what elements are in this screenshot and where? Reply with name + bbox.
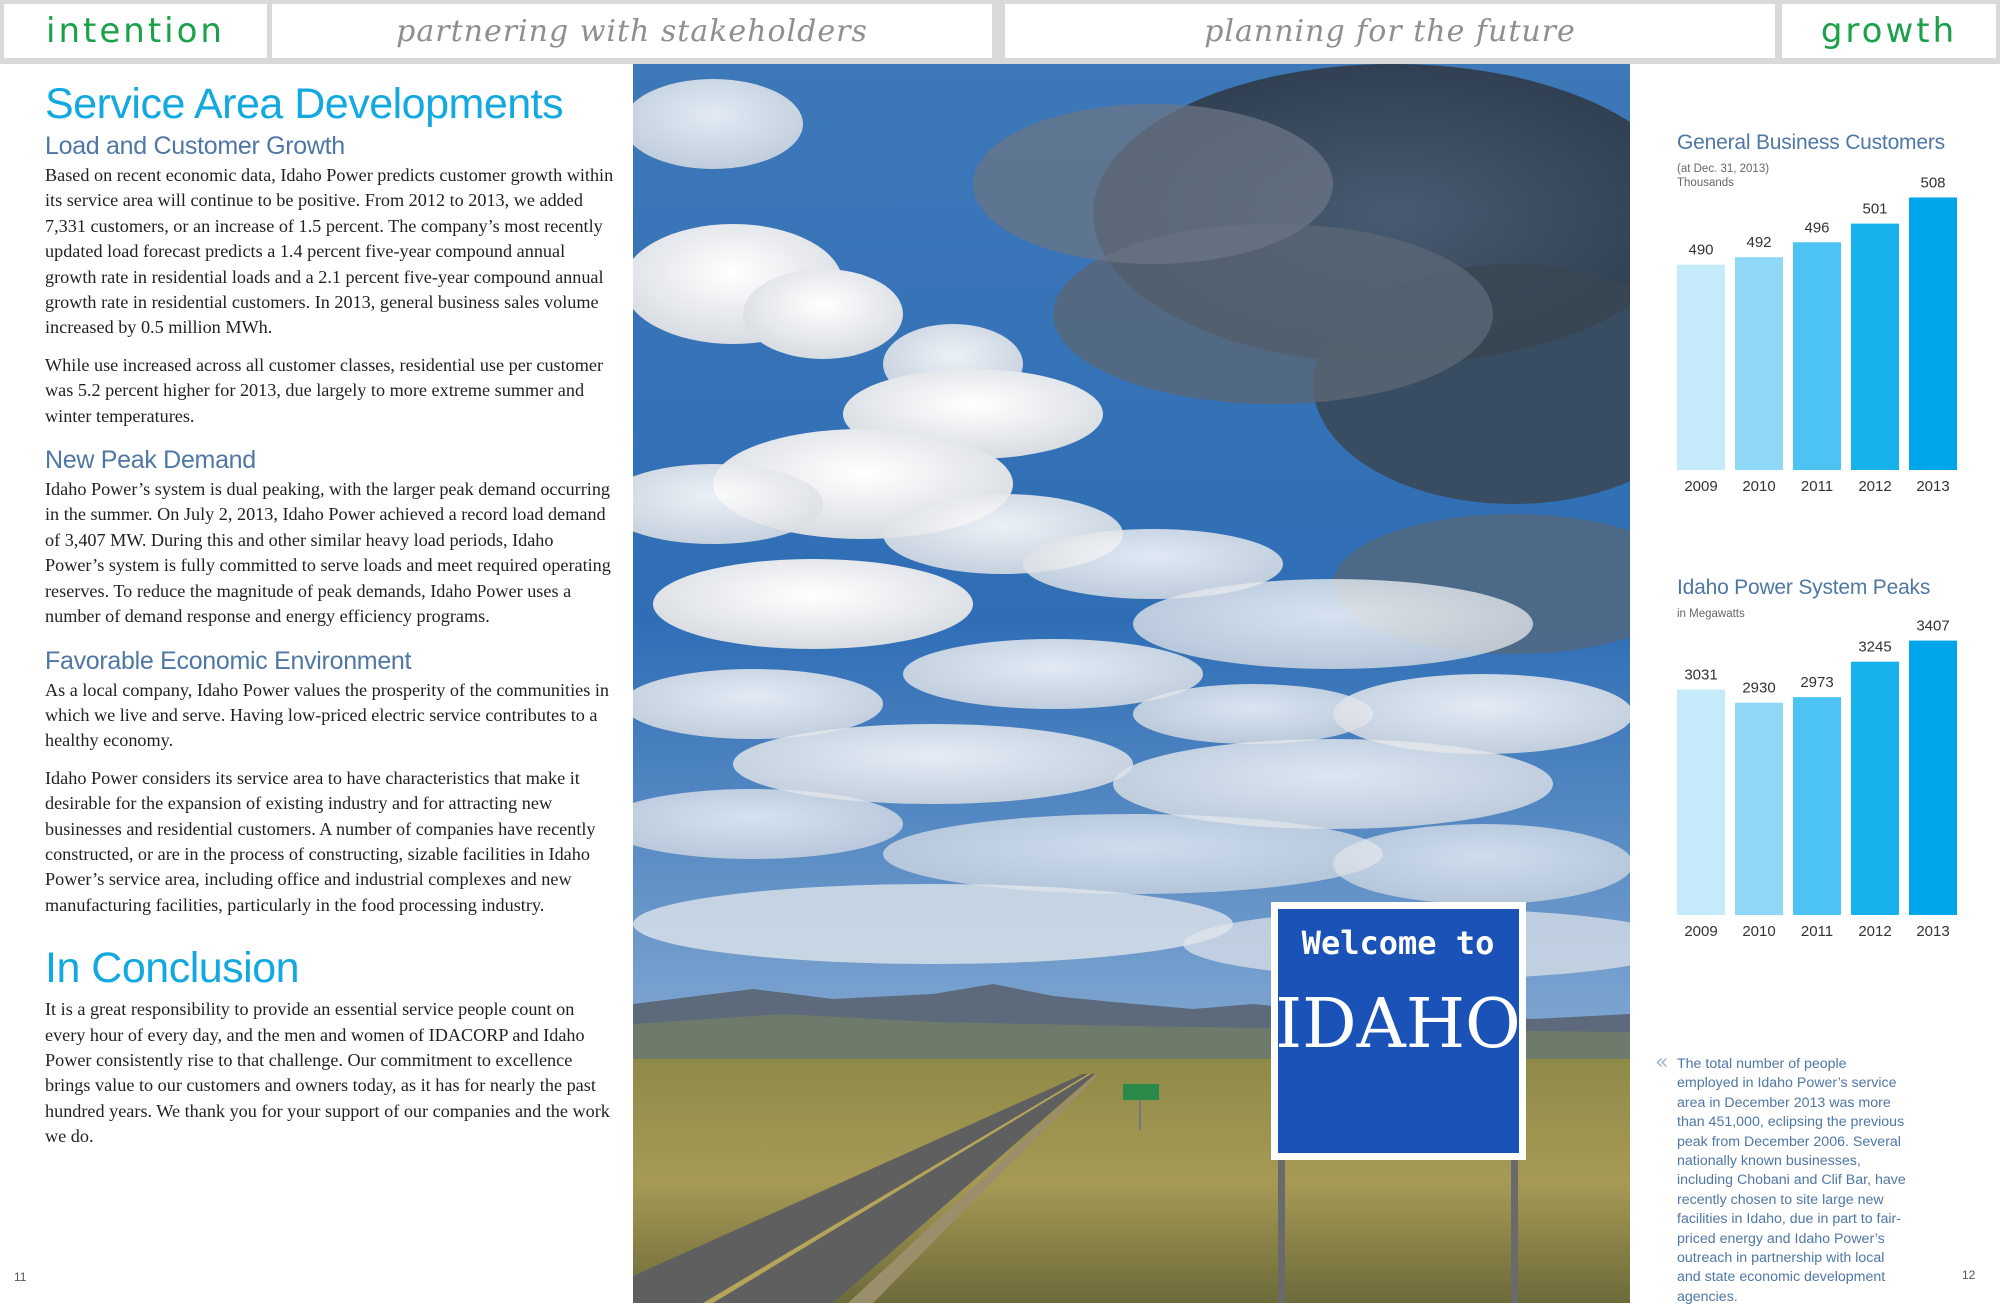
paragraph-load-growth-1: Based on recent economic data, Idaho Power predicts customer growth within its service area will continue to be positive. From 2012 to 2013, we added 7,331 customers, or an increase of 1.5 percent. The company’s most recently updated load forecast predicts a 1.4 percent five-year compound annual growth rate in residential loads and a 2.1 percent five-year compound annual growth rate in residential customers. In 2013, general business sales volume increased by 0.5 million MWh. [45,165,614,338]
paragraph-load-growth-2: While use increased across all customer classes, residential use per customer was 5.2 percent higher for 2013, due largely to more extreme summer and winter temperatures. [45,354,604,426]
chart2-bar-2009 [1677,690,1725,915]
chart1-subtitle2: Thousands [1677,177,1734,189]
sign-idaho-text: IDAHO [1275,985,1521,1064]
photo-illustration [633,64,1630,1303]
quote-mark-icon: « [1655,1050,1669,1075]
sign-welcome-text: Welcome to [1301,924,1495,962]
chart1-bar-2013 [1909,197,1957,470]
chart1-bar-2010 [1735,257,1783,470]
chart2-x-tick-label: 2009 [1684,923,1718,940]
section-nav-bar [0,0,2000,64]
chart1-bar-2012 [1851,224,1899,470]
nav-tab-planning[interactable]: planning for the future [1005,4,1775,58]
chart2-x-tick-label: 2012 [1858,923,1892,940]
chart1-x-tick-label: 2013 [1916,478,1950,495]
paragraph-economic-1: As a local company, Idaho Power values the prosperity of the communities in which we live and serve. Having low-priced electric service contributes to a healthy economy. [45,679,610,751]
chart1-value-label: 492 [1746,234,1772,252]
chart2-x-tick-label: 2010 [1742,923,1776,940]
chart1-bar-2011 [1793,242,1841,470]
employment-pull-quote: The total number of people employed in Idaho Power’s service area in December 2013 was more than 451,000, eclipsing the previous peak from December 2006. Several nationally known businesses, including Chobani and Clif Bar, have recently chosen to site large new facilities in Idaho, due in part to fair-priced energy and Idaho Power’s outreach in partnership with local and state economic development agencies. [1677,1056,1906,1305]
chart1-value-label: 501 [1862,200,1888,218]
idaho-landscape-photo [633,64,1630,1303]
customers-bar-chart [1630,150,2000,500]
chart2-bar-2012 [1851,662,1899,915]
conclusion-title: In Conclusion [45,944,300,993]
chart2-value-label: 2973 [1800,674,1834,692]
nav-tab-partnering[interactable]: partnering with stakeholders [272,4,992,58]
chart2-bar-2010 [1735,703,1783,915]
chart2-value-label: 2930 [1742,679,1776,697]
system-peaks-bar-chart [1630,595,2000,945]
chart2-x-tick-label: 2011 [1800,923,1834,940]
chart2-subtitle: in Megawatts [1677,608,1745,620]
chart1-x-tick-label: 2010 [1742,478,1776,495]
nav-tab-intention[interactable]: intention [4,4,267,58]
page-number-left: 11 [14,1270,27,1284]
chart2-bar-2013 [1909,641,1957,915]
chart2-bar-2011 [1793,697,1841,915]
paragraph-peak-demand: Idaho Power’s system is dual peaking, with the larger peak demand occurring in the summer. On July 2, 2013, Idaho Power achieved a record load demand of 3,407 MW. During this and other similar heavy load periods, Idaho Power’s system is fully committed to serve loads and meet required operating reserves. To reduce the magnitude of peak demands, Idaho Power uses a number of demand response and energy efficiency programs. [45,479,611,627]
nav-tab-growth[interactable]: growth [1782,4,1996,58]
chart1-bar-2009 [1677,265,1725,470]
heading-economic-environment: Favorable Economic Environment [45,646,412,675]
chart1-x-tick-label: 2012 [1858,478,1892,495]
paragraph-conclusion: It is a great responsibility to provide an essential service people count on every hour of every day, and the men and women of IDACORP and Idaho Power consistently rise to that challenge. Our commitment to excellence brings value to our customers and owners today, as it has for nearly the past hundred years. We thank you for your support of our companies and the work we do. [45,999,610,1147]
chart1-subtitle1: (at Dec. 31, 2013) [1677,163,1770,175]
left-page-content [45,70,615,1162]
chart2-value-label: 3245 [1858,638,1892,656]
chart1-value-label: 496 [1804,219,1830,237]
chart2-title: Idaho Power System Peaks [1677,576,1931,599]
chart1-value-label: 508 [1920,174,1946,192]
heading-load-growth: Load and Customer Growth [45,132,345,160]
chart1-title: General Business Customers [1677,131,1945,154]
chart2-value-label: 3031 [1684,666,1718,684]
page-number-right: 12 [1962,1268,1976,1282]
chart2-value-label: 3407 [1916,617,1950,635]
chart2-x-tick-label: 2013 [1916,923,1950,940]
heading-peak-demand: New Peak Demand [45,446,256,475]
paragraph-economic-2: Idaho Power considers its service area to have characteristics that make it desirable for the expansion of existing industry and for attracting new businesses and residential customers. A number of companies have recently constructed, or are in the process of constructing, sizable facilities in Idaho Power’s service area, including office and industrial complexes and new manufacturing facilities, particularly in the food processing industry. [45,767,596,915]
chart1-x-tick-label: 2009 [1684,478,1718,495]
page-title: Service Area Developments [45,80,564,128]
chart1-value-label: 490 [1688,241,1714,259]
chart1-x-tick-label: 2011 [1800,478,1834,495]
